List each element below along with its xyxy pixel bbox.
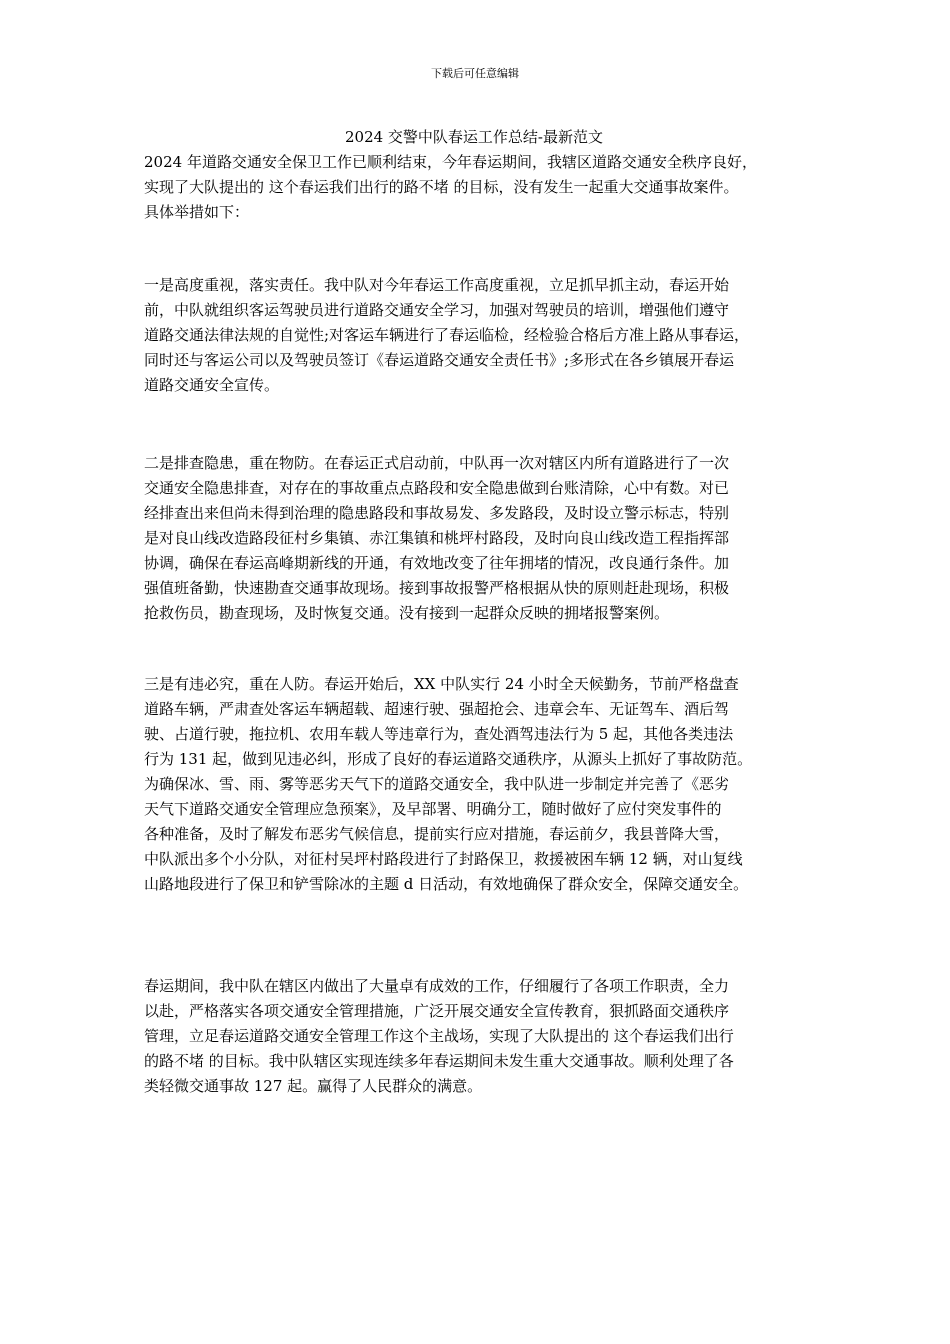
document-title: 2024 交警中队春运工作总结-最新范文 (344, 128, 603, 146)
paragraph-summary: 春运期间，我中队在辖区内做出了大量卓有成效的工作，仔细履行了各项工作职责，全力 以赴，严格落实各项交通安全管理措施，广泛开展交通安全宣传教育，狠抓路面交通秩序 管理，立足春运道路交通安全管理工作这个主战场，实现了大队提出的 这个春运我们出行 的路不堵 的目标。我中队辖区实现连续多年春运期间未发生重大交通事故。顺利处理了各 类轻微交通事故 127 起。赢得了人民群众的满意。 (144, 977, 734, 1095)
paragraph-point-two: 二是排查隐患，重在物防。在春运正式启动前，中队再一次对辖区内所有道路进行了一次 交通安全隐患排查，对存在的事故重点点路段和安全隐患做到台账清除，心中有数。对已 经排查出来但尚未得到治理的隐患路段和事故易发、多发路段，及时设立警示标志，特别 是对良山线改造路段征村乡集镇、赤江集镇和桃坪村路段，及时向良山线改造工程指挥部 协调，确保在春运高峰期新线的开通，有效地改变了往年拥堵的情况，改良通行条件。加 强值班备勤，快速勘查交通事故现场。接到事故报警严格根据从快的原则赶赴现场，积极 抢救伤员，勘查现场，及时恢复交通。没有接到一起群众反映的拥堵报警案例。 (144, 454, 730, 622)
paragraph-point-one: 一是高度重视，落实责任。我中队对今年春运工作高度重视，立足抓早抓主动，春运开始 前，中队就组织客运驾驶员进行道路交通安全学习，加强对驾驶员的培训，增强他们遵守 道路交通法律法规的自觉性;对客运车辆进行了春运临检，经检验合格后方准上路从事春运， 同时还与客运公司以及驾驶员签订《春运道路交通安全责任书》;多形式在各乡镇展开春运 道路交通安全宣传。 (144, 276, 750, 394)
paragraph-intro: 2024 年道路交通安全保卫工作已顺利结束，今年春运期间，我辖区道路交通安全秩序良好， 实现了大队提出的 这个春运我们出行的路不堵 的目标，没有发生一起重大交通事故案件。 具体举措如下： (144, 153, 757, 221)
download-note: 下载后可任意编辑 (431, 67, 519, 80)
paragraph-point-three: 三是有违必究，重在人防。春运开始后，XX 中队实行 24 小时全天候勤务，节前严格盘查 道路车辆，严肃查处客运车辆超载、超速行驶、强超抢会、违章会车、无证驾车、酒后驾 驶、占道行驶，拖拉机、农用车载人等违章行为，查处酒驾违法行为 5 起，其他各类违法 行为 131 起，做到见违必纠，形成了良好的春运道路交通秩序，从源头上抓好了事故防范。 为确保冰、雪、雨、雾等恶劣天气下的道路交通安全，我中队进一步制定并完善了《恶劣 天气下道路交通安全管理应急预案》，及早部署、明确分工，随时做好了应付突发事件的 各种准备，及时了解发布恶劣气候信息，提前实行应对措施，春运前夕，我县普降大雪， 中队派出多个小分队，对征村吴坪村路段进行了封路保卫，救援被困车辆 12 辆，对山复线 山路地段进行了保卫和铲雪除冰的主题 d 日活动，有效地确保了群众安全，保障交通安全。 (144, 675, 753, 893)
